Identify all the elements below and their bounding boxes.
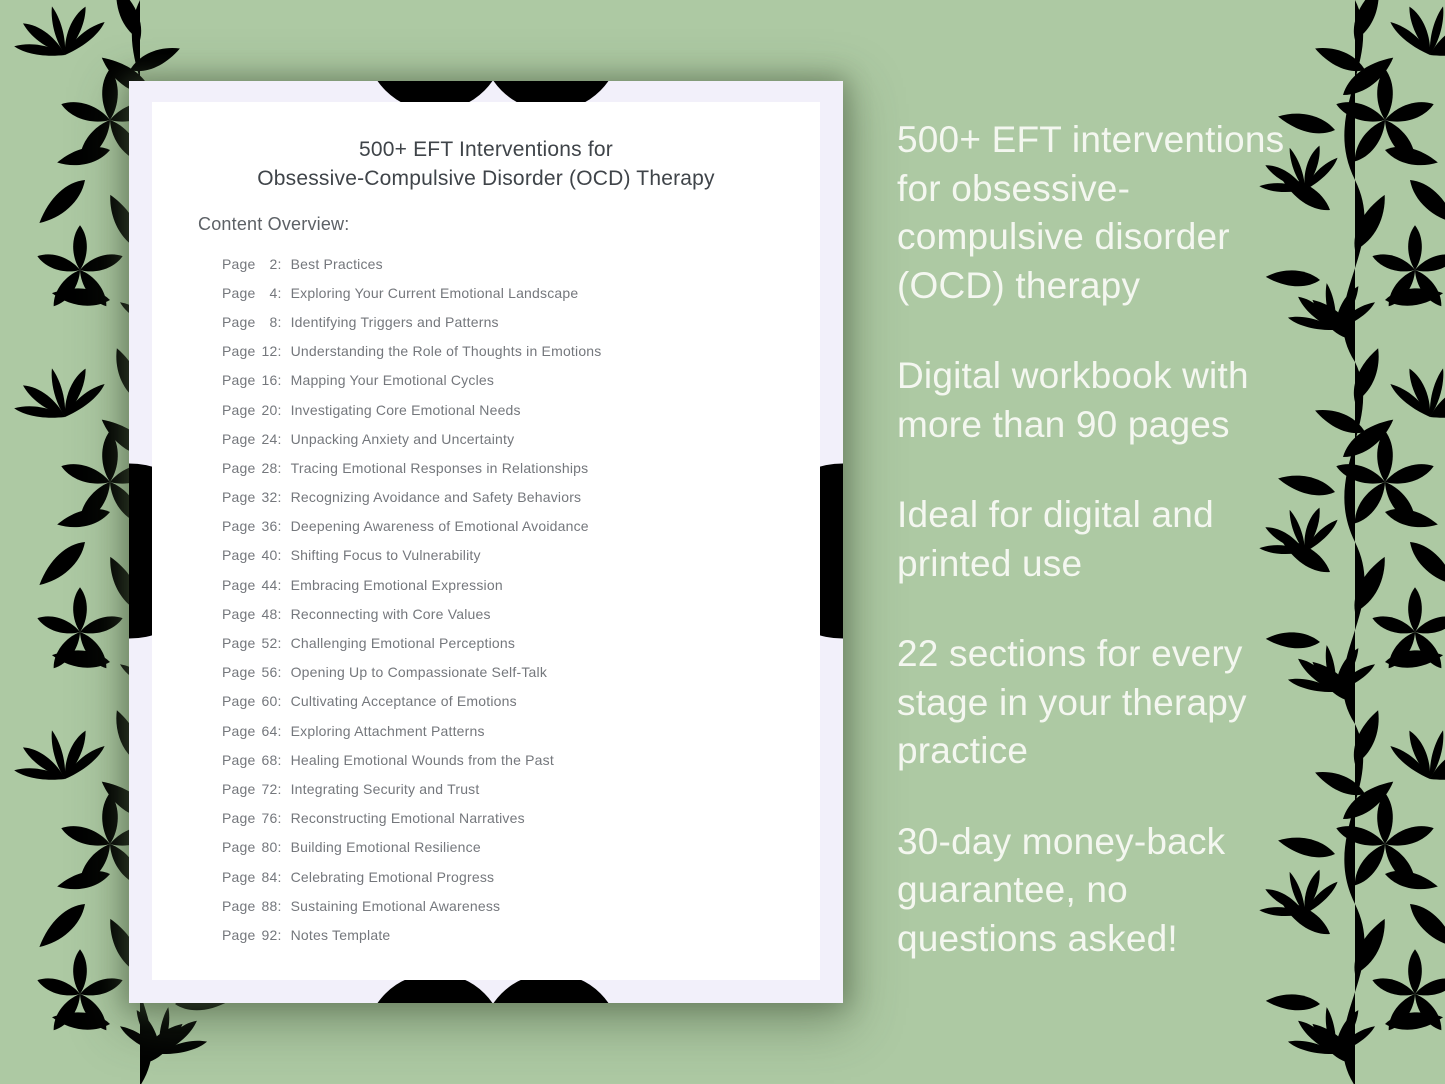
marketing-paragraph: 22 sections for every stage in your therapy practice xyxy=(897,633,1247,771)
toc-item: Page 16 : Mapping Your Emotional Cycles xyxy=(222,372,495,389)
marketing-paragraph: 500+ EFT interventions for obsessive- compulsive disorder (OCD) therapy xyxy=(897,119,1285,306)
toc-item: Page 2 : Best Practices xyxy=(222,255,383,272)
toc-item: Page 4 : Exploring Your Current Emotional Landscape xyxy=(222,284,579,301)
toc-item: Page 76 : Reconstructing Emotional Narratives xyxy=(222,810,525,827)
toc-item: Page 72 : Integrating Security and Trust xyxy=(222,780,480,797)
toc-item: Page 40 : Shifting Focus to Vulnerability xyxy=(222,547,481,564)
marketing-paragraph: Digital workbook with more than 90 pages xyxy=(897,355,1249,445)
toc-item: Page 24 : Unpacking Anxiety and Uncertainty xyxy=(222,430,515,447)
document-title xyxy=(152,135,820,193)
toc-item: Page 20 : Investigating Core Emotional Needs xyxy=(222,401,521,418)
document-title-line-1: 500+ EFT Interventions for xyxy=(358,138,614,161)
workbook-cover-document xyxy=(129,81,843,1003)
marketing-paragraph: Ideal for digital and printed use xyxy=(897,494,1214,584)
toc-item: Page 64 : Exploring Attachment Patterns xyxy=(222,722,485,739)
marketing-paragraph: 30-day money-back guarantee, no questions asked! xyxy=(897,820,1226,959)
toc-item: Page 48 : Reconnecting with Core Values xyxy=(222,605,491,622)
toc-item: Page 80 : Building Emotional Resilience xyxy=(222,839,481,856)
toc-list xyxy=(222,249,800,950)
toc-item: Page 32 : Recognizing Avoidance and Safety Behaviors xyxy=(222,489,582,506)
toc-item: Page 88 : Sustaining Emotional Awareness xyxy=(222,897,501,914)
toc-item: Page 52 : Challenging Emotional Perceptions xyxy=(222,635,516,652)
toc-item: Page 68 : Healing Emotional Wounds from the Past xyxy=(222,751,554,768)
toc-item: Page 12 : Understanding the Role of Thoughts in Emotions xyxy=(222,343,602,360)
toc-item: Page 84 : Celebrating Emotional Progress xyxy=(222,868,495,885)
marketing-copy xyxy=(897,116,1417,1005)
document-title-line-2: Obsessive-Compulsive Disorder (OCD) Therapy xyxy=(257,167,715,190)
content-overview-label: Content Overview: xyxy=(198,214,350,234)
toc-item: Page 36 : Deepening Awareness of Emotional Avoidance xyxy=(222,518,589,535)
toc-item: Page 92 : Notes Template xyxy=(222,926,391,943)
document-page xyxy=(152,102,820,980)
toc-item: Page 44 : Embracing Emotional Expression xyxy=(222,576,503,593)
toc-item: Page 28 : Tracing Emotional Responses in Relationships xyxy=(222,459,589,476)
toc-item: Page 60 : Cultivating Acceptance of Emotions xyxy=(222,693,517,710)
toc-item: Page 56 : Opening Up to Compassionate Self-Talk xyxy=(222,664,548,681)
toc-item: Page 8 : Identifying Triggers and Patterns xyxy=(222,313,499,330)
